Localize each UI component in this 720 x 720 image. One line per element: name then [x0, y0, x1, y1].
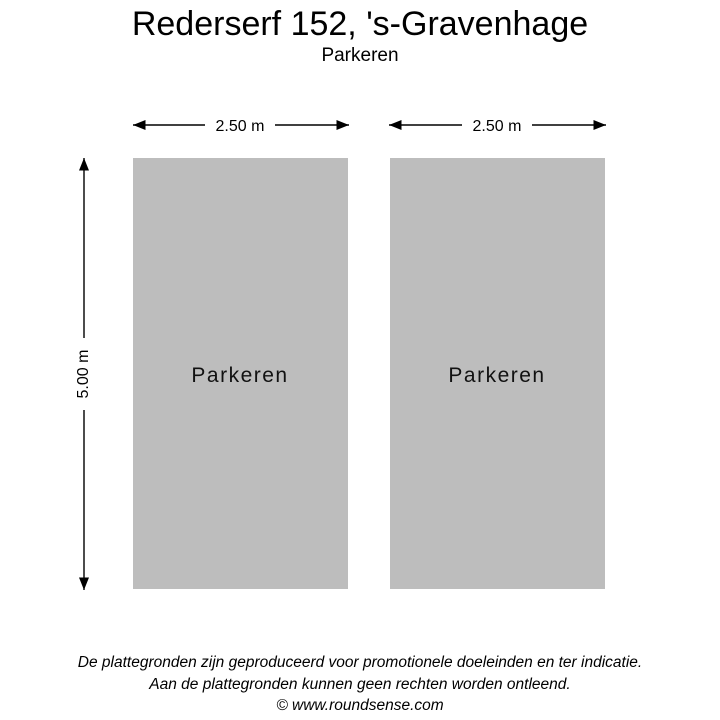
disclaimer-line-2: Aan de plattegronden kunnen geen rechten worden ontleend.: [149, 676, 571, 693]
parking-space-2: [390, 158, 605, 589]
width-dimension-2-label: 2.50 m: [472, 118, 522, 135]
copyright-line: © www.roundsense.com: [276, 697, 444, 714]
height-dimension-label: 5.00 m: [75, 349, 93, 399]
page-subtitle: Parkeren: [321, 45, 399, 66]
width-dimension-1-label: 2.50 m: [215, 118, 265, 135]
width-dimension-2: [389, 118, 606, 135]
disclaimer-line-1: De plattegronden zijn geproduceerd voor promotionele doeleinden en ter indicatie.: [77, 654, 643, 671]
parking-space-1: [133, 158, 348, 589]
parking-space-2-label: Parkeren: [448, 364, 546, 387]
parking-space-1-label: Parkeren: [191, 364, 289, 387]
width-dimension-1: [133, 118, 349, 135]
height-dimension: [75, 158, 92, 590]
page-title: Rederserf 152, 's-Gravenhage: [131, 5, 589, 43]
